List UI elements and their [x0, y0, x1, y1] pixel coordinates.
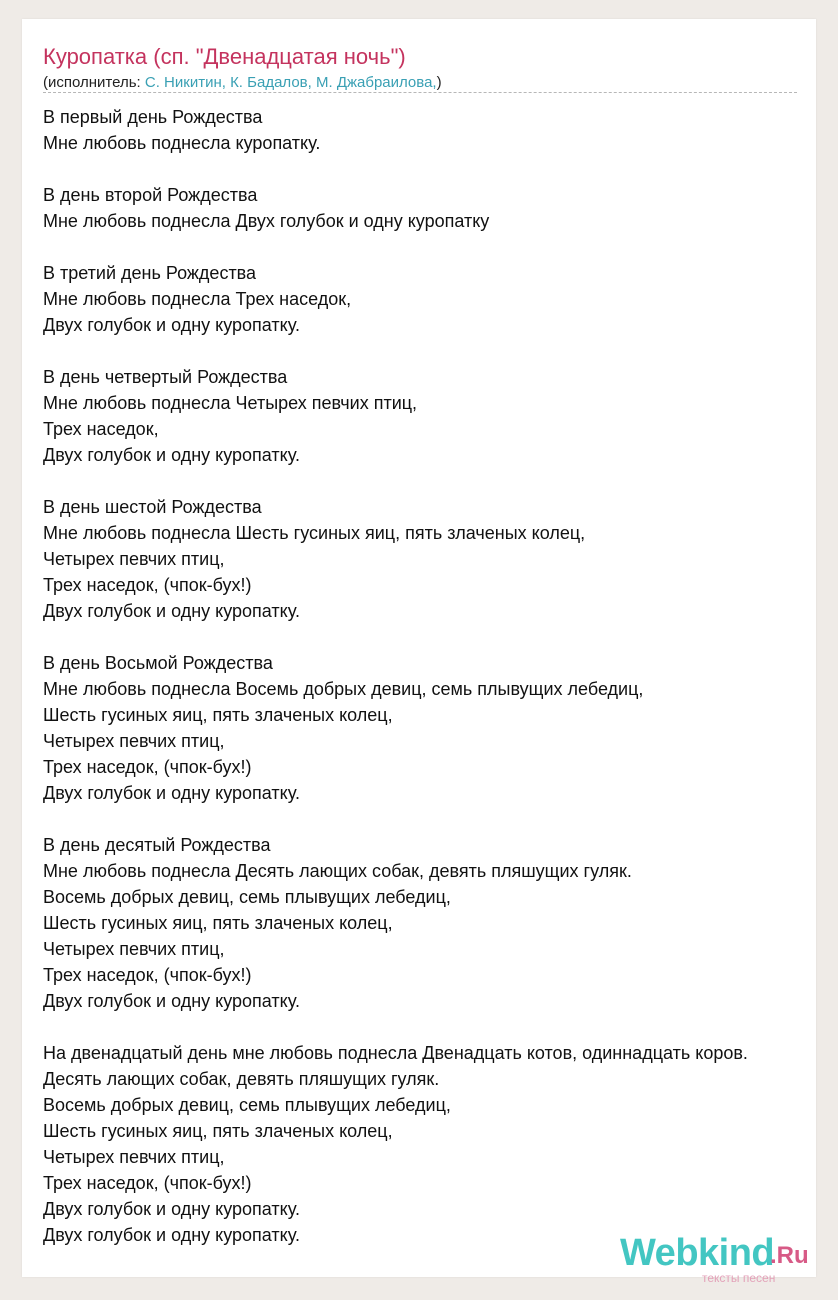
lyrics-line: Двух голубок и одну куропатку.: [43, 1199, 300, 1219]
lyrics-line: Двух голубок и одну куропатку.: [43, 783, 300, 803]
lyrics-line: В день десятый Рождества: [43, 835, 271, 855]
lyrics-line: В день второй Рождества: [43, 185, 258, 205]
lyrics-stanza: [43, 832, 838, 1014]
lyrics-line: Трех наседок, (чпок-бух!): [43, 965, 252, 985]
lyrics-line: В день шестой Рождества: [43, 497, 262, 517]
lyrics-line: Двух голубок и одну куропатку.: [43, 601, 300, 621]
lyrics-line: Мне любовь поднесла Восемь добрых девиц, семь плывущих лебедиц,: [43, 679, 644, 699]
lyrics-line: Восемь добрых девиц, семь плывущих лебедиц,: [43, 1095, 451, 1115]
performers-prefix: (исполнитель:: [43, 74, 145, 91]
lyrics-line: Четырех певчих птиц,: [43, 549, 225, 569]
lyrics-line: В первый день Рождества: [43, 107, 263, 127]
lyrics-stanza: [43, 260, 838, 338]
lyrics-line: В день Восьмой Рождества: [43, 653, 273, 673]
logo-tagline: тексты песен: [702, 1271, 776, 1285]
lyrics-line: Мне любовь поднесла Десять лающих собак, девять пляшущих гуляк.: [43, 861, 632, 881]
lyrics-line: Трех наседок, (чпок-бух!): [43, 757, 252, 777]
lyrics-line: Двух голубок и одну куропатку.: [43, 445, 300, 465]
lyrics-stanza: [43, 1040, 838, 1248]
title-divider: [43, 92, 797, 93]
lyrics-line: В день четвертый Рождества: [43, 367, 288, 387]
performers-suffix: ): [436, 74, 442, 91]
lyrics-line: Двух голубок и одну куропатку.: [43, 1225, 300, 1245]
lyrics-line: Десять лающих собак, девять пляшущих гуляк.: [43, 1069, 440, 1089]
lyrics-line: Шесть гусиных яиц, пять злаченых колец,: [43, 705, 393, 725]
lyrics-line: Мне любовь поднесла Двух голубок и одну куропатку: [43, 211, 490, 231]
performers-link[interactable]: С. Никитин, К. Бадалов, М. Джабраилова,: [144, 74, 437, 91]
lyrics-line: Шесть гусиных яиц, пять злаченых колец,: [43, 913, 393, 933]
webkind-logo[interactable]: [620, 1231, 820, 1285]
song-title: Куропатка (сп. "Двенадцатая ночь"): [43, 44, 406, 69]
lyrics-line: Трех наседок,: [43, 419, 159, 439]
lyrics-line: На двенадцатый день мне любовь поднесла Двенадцать котов, одиннадцать коров.: [43, 1043, 748, 1063]
lyrics-line: Четырех певчих птиц,: [43, 939, 225, 959]
lyrics-line: Мне любовь поднесла куропатку.: [43, 133, 321, 153]
lyrics-stanza: [43, 494, 838, 624]
lyrics-line: Двух голубок и одну куропатку.: [43, 991, 300, 1011]
lyrics-stanza: [43, 650, 838, 806]
lyrics-stanza: [43, 364, 838, 468]
lyrics-line: Трех наседок, (чпок-бух!): [43, 575, 252, 595]
logo-suffix: .Ru: [770, 1242, 809, 1269]
lyrics-line: Мне любовь поднесла Трех наседок,: [43, 289, 352, 309]
lyrics-line: Трех наседок, (чпок-бух!): [43, 1173, 252, 1193]
lyrics-stanza: [43, 104, 838, 156]
lyrics-line: Восемь добрых девиц, семь плывущих лебедиц,: [43, 887, 451, 907]
lyrics-body: [43, 104, 838, 1274]
performers-line: [43, 73, 442, 92]
logo-word: Webkind: [620, 1232, 775, 1274]
lyrics-line: Двух голубок и одну куропатку.: [43, 315, 300, 335]
lyrics-card: [22, 19, 816, 1285]
lyrics-line: Мне любовь поднесла Шесть гусиных яиц, пять злаченых колец,: [43, 523, 586, 543]
lyrics-line: Четырех певчих птиц,: [43, 1147, 225, 1167]
lyrics-line: Шесть гусиных яиц, пять злаченых колец,: [43, 1121, 393, 1141]
lyrics-line: Мне любовь поднесла Четырех певчих птиц,: [43, 393, 418, 413]
lyrics-stanza: [43, 182, 838, 234]
lyrics-line: Четырех певчих птиц,: [43, 731, 225, 751]
lyrics-line: В третий день Рождества: [43, 263, 257, 283]
